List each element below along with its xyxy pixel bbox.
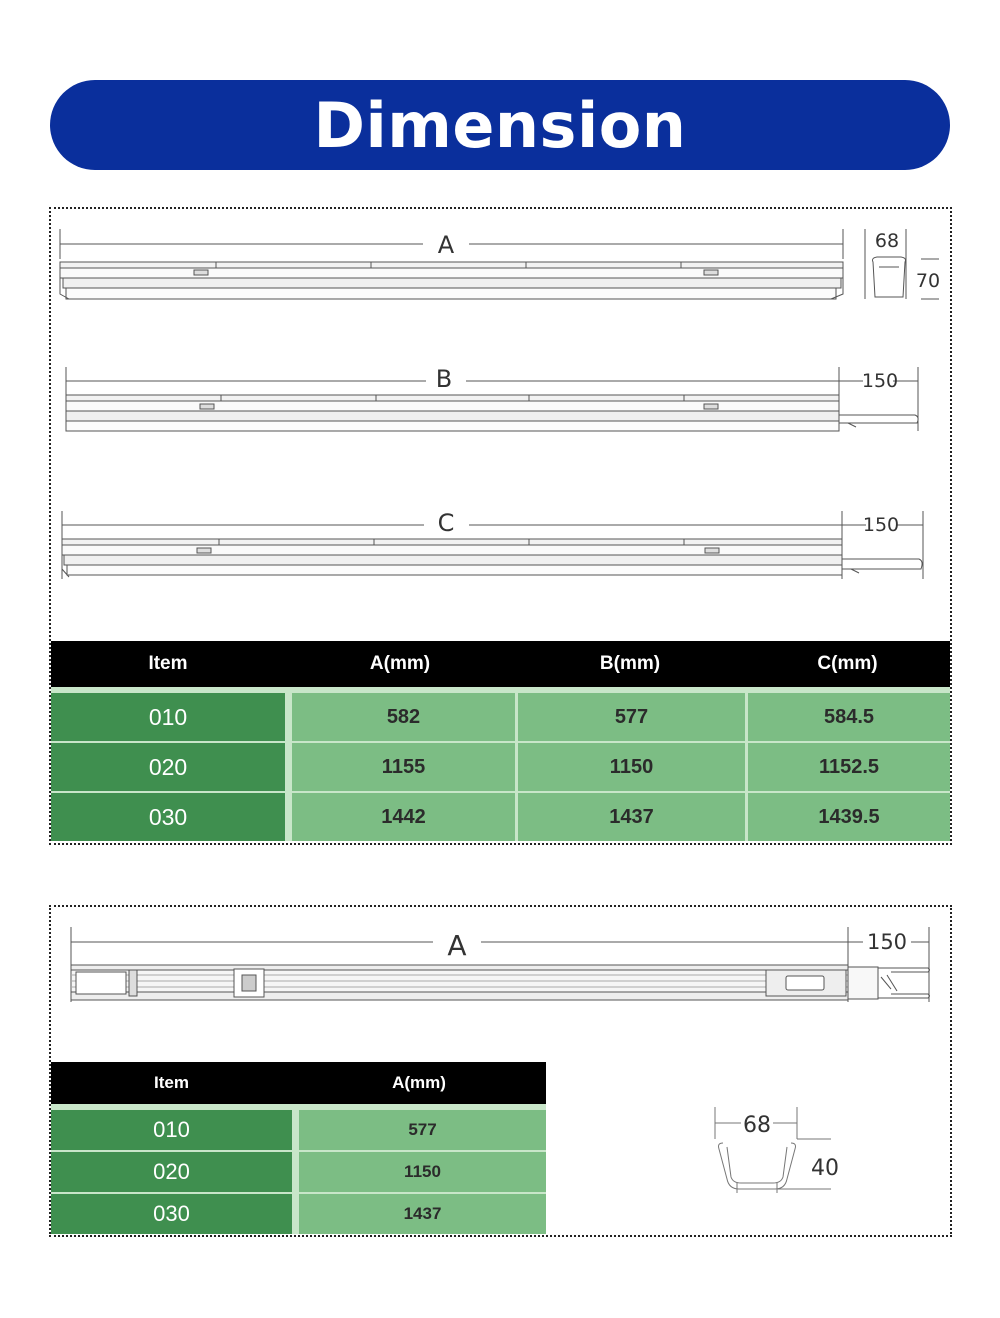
dimension-table-2 [51,1062,546,1234]
drawing-b [66,367,918,431]
item-cell: 030 [51,791,285,841]
item-cell: 030 [51,1192,292,1234]
profile-bottom-height-label: 40 [811,1156,839,1181]
header-a: A(mm) [292,1062,546,1104]
table-row [51,1150,546,1192]
a-cell: 1155 [285,741,515,791]
dimension-panel-1 [49,207,952,845]
drawing-track [71,927,930,1002]
profile-width-label: 68 [874,230,900,252]
table-row [51,687,950,741]
header-item: Item [51,641,285,687]
item-cell: 020 [51,741,285,791]
c-cell: 1439.5 [745,791,950,841]
drawing-c-extension-label: 150 [862,514,900,536]
table-row [51,1104,546,1150]
dimension-panel-2 [49,905,952,1237]
dimension-table-1 [51,641,950,841]
header-c: C(mm) [745,641,950,687]
table-row [51,741,950,791]
header-b: B(mm) [515,641,745,687]
title-banner [50,80,950,170]
profile-bottom-width-label: 68 [743,1113,771,1138]
linear-light-drawings [51,209,954,641]
track-extension-label: 150 [866,930,908,954]
header-a: A(mm) [285,641,515,687]
drawing-a-label: A [437,231,455,259]
item-cell: 010 [51,687,285,741]
table-row [51,1192,546,1234]
b-cell: 577 [515,687,745,741]
a-cell: 1150 [292,1150,546,1192]
drawing-b-label: B [435,365,453,393]
a-cell: 1437 [292,1192,546,1234]
c-cell: 584.5 [745,687,950,741]
c-cell: 1152.5 [745,741,950,791]
table-header-row [51,1062,546,1104]
drawing-b-extension-label: 150 [861,370,899,392]
b-cell: 1150 [515,741,745,791]
profile-height-label: 70 [915,270,941,292]
a-cell: 582 [285,687,515,741]
a-cell: 577 [292,1104,546,1150]
a-cell: 1442 [285,791,515,841]
page-title: Dimension [313,88,687,162]
table-row [51,791,950,841]
drawing-c-label: C [437,509,455,537]
b-cell: 1437 [515,791,745,841]
item-cell: 020 [51,1150,292,1192]
header-item: Item [51,1062,292,1104]
item-cell: 010 [51,1104,292,1150]
drawing-c [62,511,923,579]
track-length-label: A [447,929,467,962]
table-header-row [51,641,950,687]
